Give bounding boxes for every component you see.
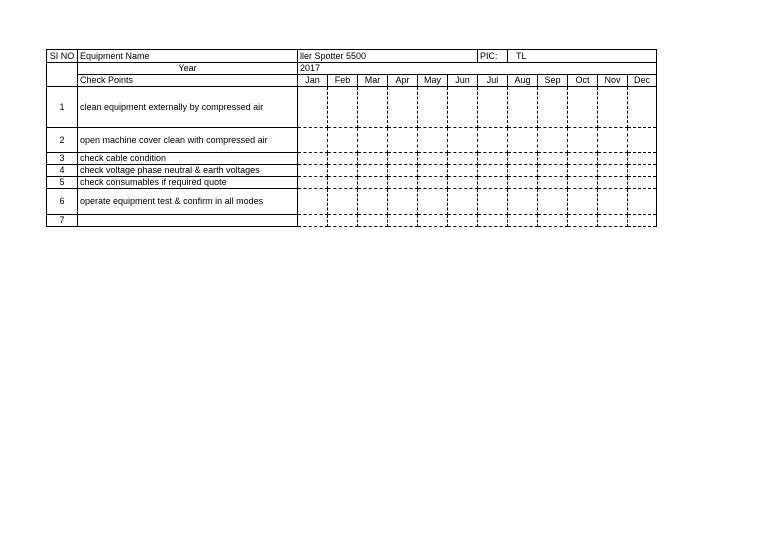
month-cell[interactable] [358,177,388,189]
header-equipment-row [47,50,657,63]
month-cell[interactable] [328,189,358,215]
month-cell[interactable] [568,189,598,215]
month-mar: Mar [358,75,388,87]
month-may: May [418,75,448,87]
check-point: check cable condition [78,153,298,165]
month-cell[interactable] [508,189,538,215]
month-cell[interactable] [418,128,448,153]
equipment-name-value[interactable]: ller Spotter 5500 [298,50,478,63]
table-row [47,189,657,215]
month-cell[interactable] [358,215,388,227]
checklist-table [46,49,657,227]
month-cell[interactable] [298,87,328,128]
check-points-label: Check Points [78,75,298,87]
month-cell[interactable] [418,87,448,128]
month-cell[interactable] [418,177,448,189]
check-point: open machine cover clean with compressed air [78,128,298,153]
row-number: 7 [47,215,78,227]
month-cell[interactable] [328,215,358,227]
month-cell[interactable] [598,153,628,165]
month-cell[interactable] [508,177,538,189]
month-cell[interactable] [568,215,598,227]
month-cell[interactable] [628,165,657,177]
month-jul: Jul [478,75,508,87]
row-number: 3 [47,153,78,165]
month-cell[interactable] [388,87,418,128]
month-cell[interactable] [628,153,657,165]
month-apr: Apr [388,75,418,87]
month-cell[interactable] [478,153,508,165]
month-cell[interactable] [598,189,628,215]
month-cell[interactable] [388,153,418,165]
month-cell[interactable] [478,87,508,128]
month-aug: Aug [508,75,538,87]
month-cell[interactable] [598,177,628,189]
month-cell[interactable] [568,165,598,177]
month-cell[interactable] [628,87,657,128]
month-cell[interactable] [448,153,478,165]
month-cell[interactable] [628,215,657,227]
month-cell[interactable] [418,215,448,227]
month-cell[interactable] [538,153,568,165]
table-row [47,87,657,128]
header-months-row [47,75,657,87]
check-point: clean equipment externally by compressed air [78,87,298,128]
table-row [47,165,657,177]
month-cell[interactable] [598,87,628,128]
month-cell[interactable] [628,128,657,153]
year-value[interactable]: 2017 [298,63,657,75]
month-feb: Feb [328,75,358,87]
month-cell[interactable] [298,165,328,177]
month-cell[interactable] [328,87,358,128]
row-number: 4 [47,165,78,177]
month-cell[interactable] [358,87,388,128]
row-number: 5 [47,177,78,189]
month-cell[interactable] [298,177,328,189]
month-cell[interactable] [538,189,568,215]
month-cell[interactable] [478,177,508,189]
month-dec: Dec [628,75,657,87]
check-point: check voltage phase neutral & earth voltages [78,165,298,177]
month-cell[interactable] [598,165,628,177]
month-cell[interactable] [508,215,538,227]
month-cell[interactable] [418,189,448,215]
month-cell[interactable] [538,177,568,189]
month-cell[interactable] [328,153,358,165]
month-cell[interactable] [328,165,358,177]
header-year-row [47,63,657,75]
month-cell[interactable] [448,189,478,215]
month-cell[interactable] [568,153,598,165]
month-cell[interactable] [388,128,418,153]
month-cell[interactable] [508,128,538,153]
month-jan: Jan [298,75,328,87]
month-cell[interactable] [538,87,568,128]
table-row [47,177,657,189]
pic-value[interactable]: TL [508,50,657,63]
month-cell[interactable] [388,177,418,189]
month-cell[interactable] [448,215,478,227]
month-cell[interactable] [508,87,538,128]
month-cell[interactable] [388,215,418,227]
month-jun: Jun [448,75,478,87]
month-cell[interactable] [628,177,657,189]
month-cell[interactable] [358,189,388,215]
month-nov: Nov [598,75,628,87]
month-cell[interactable] [358,153,388,165]
month-cell[interactable] [568,87,598,128]
month-cell[interactable] [478,165,508,177]
month-cell[interactable] [508,153,538,165]
month-cell[interactable] [478,215,508,227]
month-cell[interactable] [478,189,508,215]
month-cell[interactable] [298,215,328,227]
month-cell[interactable] [568,128,598,153]
table-row [47,153,657,165]
year-label: Year [78,63,298,75]
month-cell[interactable] [538,128,568,153]
month-cell[interactable] [298,128,328,153]
table-row [47,128,657,153]
check-point: operate equipment test & confirm in all modes [78,189,298,215]
month-cell[interactable] [298,189,328,215]
month-cell[interactable] [508,165,538,177]
month-cell[interactable] [538,165,568,177]
month-cell[interactable] [598,128,628,153]
check-point: check consumables if required quote [78,177,298,189]
month-sep: Sep [538,75,568,87]
month-cell[interactable] [388,189,418,215]
month-cell[interactable] [328,128,358,153]
month-cell[interactable] [448,165,478,177]
month-cell[interactable] [448,128,478,153]
month-cell[interactable] [358,128,388,153]
month-oct: Oct [568,75,598,87]
month-cell[interactable] [358,165,388,177]
month-cell[interactable] [328,177,358,189]
sl-no-header: SI NO [47,50,78,63]
month-cell[interactable] [448,177,478,189]
month-cell[interactable] [538,215,568,227]
maintenance-checklist-sheet [46,49,657,227]
row-number: 2 [47,128,78,153]
month-cell[interactable] [418,153,448,165]
month-cell[interactable] [298,153,328,165]
table-row [47,215,657,227]
month-cell[interactable] [598,215,628,227]
month-cell[interactable] [448,87,478,128]
month-cell[interactable] [628,189,657,215]
month-cell[interactable] [418,165,448,177]
pic-label: PIC: [478,50,508,63]
row-number: 6 [47,189,78,215]
month-cell[interactable] [478,128,508,153]
month-cell[interactable] [568,177,598,189]
month-cell[interactable] [388,165,418,177]
row-number: 1 [47,87,78,128]
check-point [78,215,298,227]
equipment-name-label: Equipment Name [78,50,298,63]
